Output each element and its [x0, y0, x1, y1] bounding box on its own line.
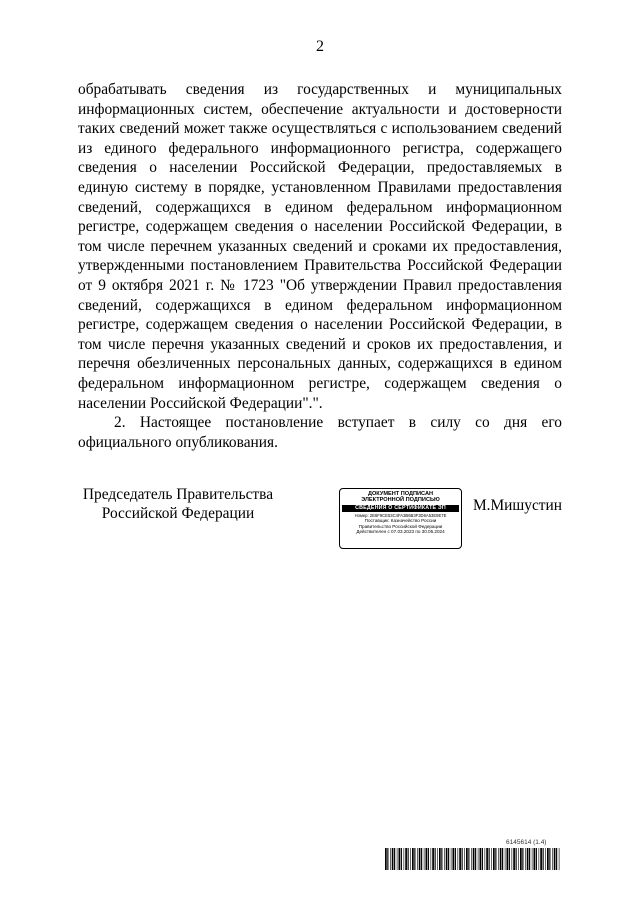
barcode-bar	[500, 848, 502, 870]
barcode-bar	[431, 848, 432, 870]
barcode-bar	[516, 848, 517, 870]
barcode-bar	[509, 848, 510, 870]
barcode-bar	[453, 848, 455, 870]
barcode-bar	[525, 848, 526, 870]
barcode-bar	[385, 848, 387, 870]
barcode-bar	[401, 848, 402, 870]
barcode-bar	[507, 848, 509, 870]
barcode-bar	[464, 848, 465, 870]
barcode-bar	[421, 848, 422, 870]
barcode-bar	[478, 848, 479, 870]
barcode-bar	[540, 848, 542, 870]
barcode-icon	[385, 848, 562, 870]
barcode-bar	[392, 848, 394, 870]
barcode-bar	[498, 848, 499, 870]
barcode-label: 6145614 (1.4)	[506, 839, 547, 846]
stamp-owner: Правительство Российской Федерации	[358, 523, 443, 529]
barcode-bar	[466, 848, 468, 870]
barcode-bar	[520, 848, 522, 870]
barcode-bar	[532, 848, 533, 870]
stamp-issuer: Поставщик: Казначейство России	[364, 518, 437, 524]
barcode-bar	[458, 848, 459, 870]
barcode-bar	[424, 848, 425, 870]
barcode-bar	[559, 848, 560, 870]
signer-title-line1: Председатель Правительства	[82, 486, 274, 503]
barcode-bar	[545, 848, 546, 870]
page-number: 2	[316, 38, 324, 55]
barcode-bar	[547, 848, 549, 870]
paragraph-entry-into-force: 2. Настоящее постановление вступает в силу со дня его официального опубликования.	[78, 414, 562, 451]
barcode-bar	[549, 848, 550, 870]
stamp-certificate-bar: СВЕДЕНИЯ О СЕРТИФИКАТЕ ЭП	[342, 505, 459, 512]
barcode-bar	[451, 848, 452, 870]
barcode-bar	[529, 848, 530, 870]
barcode-bar	[448, 848, 449, 870]
barcode-bar	[480, 848, 482, 870]
barcode-bar	[387, 848, 388, 870]
stamp-line2: ЭЛЕКТРОННОЙ ПОДПИСЬЮ	[361, 497, 440, 504]
barcode-bar	[534, 848, 536, 870]
barcode-bar	[543, 848, 544, 870]
electronic-signature-stamp	[339, 488, 462, 549]
barcode-bar	[495, 848, 496, 870]
barcode-bar	[489, 848, 490, 870]
barcode-bar	[390, 848, 391, 870]
barcode-bar	[394, 848, 395, 870]
barcode-bar	[536, 848, 537, 870]
barcode-bar	[486, 848, 488, 870]
barcode-bar	[439, 848, 441, 870]
barcode-bar	[397, 848, 398, 870]
barcode-bar	[493, 848, 495, 870]
stamp-serial: Номер: 2E6F9CE53C4FA3B6B3F3D6A53E9E7E	[354, 512, 447, 518]
barcode-bar	[404, 848, 405, 870]
barcode-bar	[444, 848, 445, 870]
barcode-bar	[482, 848, 483, 870]
barcode-bar	[399, 848, 401, 870]
paragraph-continued: обрабатывать сведения из государственных и муниципальных информационных систем, обеспечение актуальности и достоверности таких сведений может также осуществляться с использованием сведений из единого федерального информационного регистра, содержащего сведения о населении Российской Федерации, предоставляемых в единую систему в порядке, установленном Правилами предоставления сведений, содержащихся в едином федеральном информационном регистре, содержащем сведения о населении Российской Федерации, в том числе перечнем указанных сведений и сроками их предоставления, утвержденными постановлением Правительства Российской Федерации от 9 октября 2021 г. № 1723 "Об утверждении Правил предоставления сведений, содержащихся в едином федеральном информационном регистре, содержащем сведения о населении Российской Федерации, в том числе перечня указанных сведений и сроков их предоставления, и перечня обезличенных персональных данных, содержащихся в едином федеральном информационном регистре, содержащем сведения о населении Российской Федерации".".	[78, 81, 562, 412]
barcode-bar	[408, 848, 409, 870]
barcode-bar	[554, 848, 556, 870]
barcode-bar	[405, 848, 407, 870]
barcode-bar	[428, 848, 429, 870]
barcode-bar	[419, 848, 421, 870]
barcode-bar	[414, 848, 415, 870]
barcode-bar	[426, 848, 428, 870]
barcode-bar	[552, 848, 553, 870]
barcode-bar	[471, 848, 472, 870]
signer-name: М.Мишустин	[472, 497, 562, 514]
barcode-bar	[417, 848, 418, 870]
barcode-bar	[455, 848, 456, 870]
signer-title	[78, 485, 278, 523]
barcode-bar	[446, 848, 448, 870]
signature-block	[78, 485, 562, 555]
barcode-bar	[505, 848, 506, 870]
barcode-bar	[518, 848, 519, 870]
barcode-bar	[410, 848, 411, 870]
barcode-bar	[556, 848, 557, 870]
barcode-bar	[435, 848, 436, 870]
barcode-bar	[513, 848, 515, 870]
barcode-bar	[468, 848, 469, 870]
barcode-bar	[462, 848, 463, 870]
barcode-bar	[432, 848, 434, 870]
barcode-bar	[527, 848, 529, 870]
barcode-bar	[441, 848, 442, 870]
signer-title-line2: Российской Федерации	[101, 505, 255, 522]
barcode-bar	[502, 848, 503, 870]
stamp-line1: ДОКУМЕНТ ПОДПИСАН	[367, 491, 434, 497]
barcode-bar	[473, 848, 475, 870]
barcode-bar	[475, 848, 476, 870]
body-text	[78, 80, 562, 452]
barcode-bar	[412, 848, 414, 870]
barcode-bar	[459, 848, 461, 870]
barcode-bar	[522, 848, 523, 870]
barcode-bar	[512, 848, 513, 870]
barcode-bar	[485, 848, 486, 870]
barcode-bar	[491, 848, 492, 870]
stamp-validity: Действителен с 07.03.2023 по 30.05.2024	[356, 529, 445, 535]
barcode-bar	[437, 848, 438, 870]
barcode-bar	[539, 848, 540, 870]
